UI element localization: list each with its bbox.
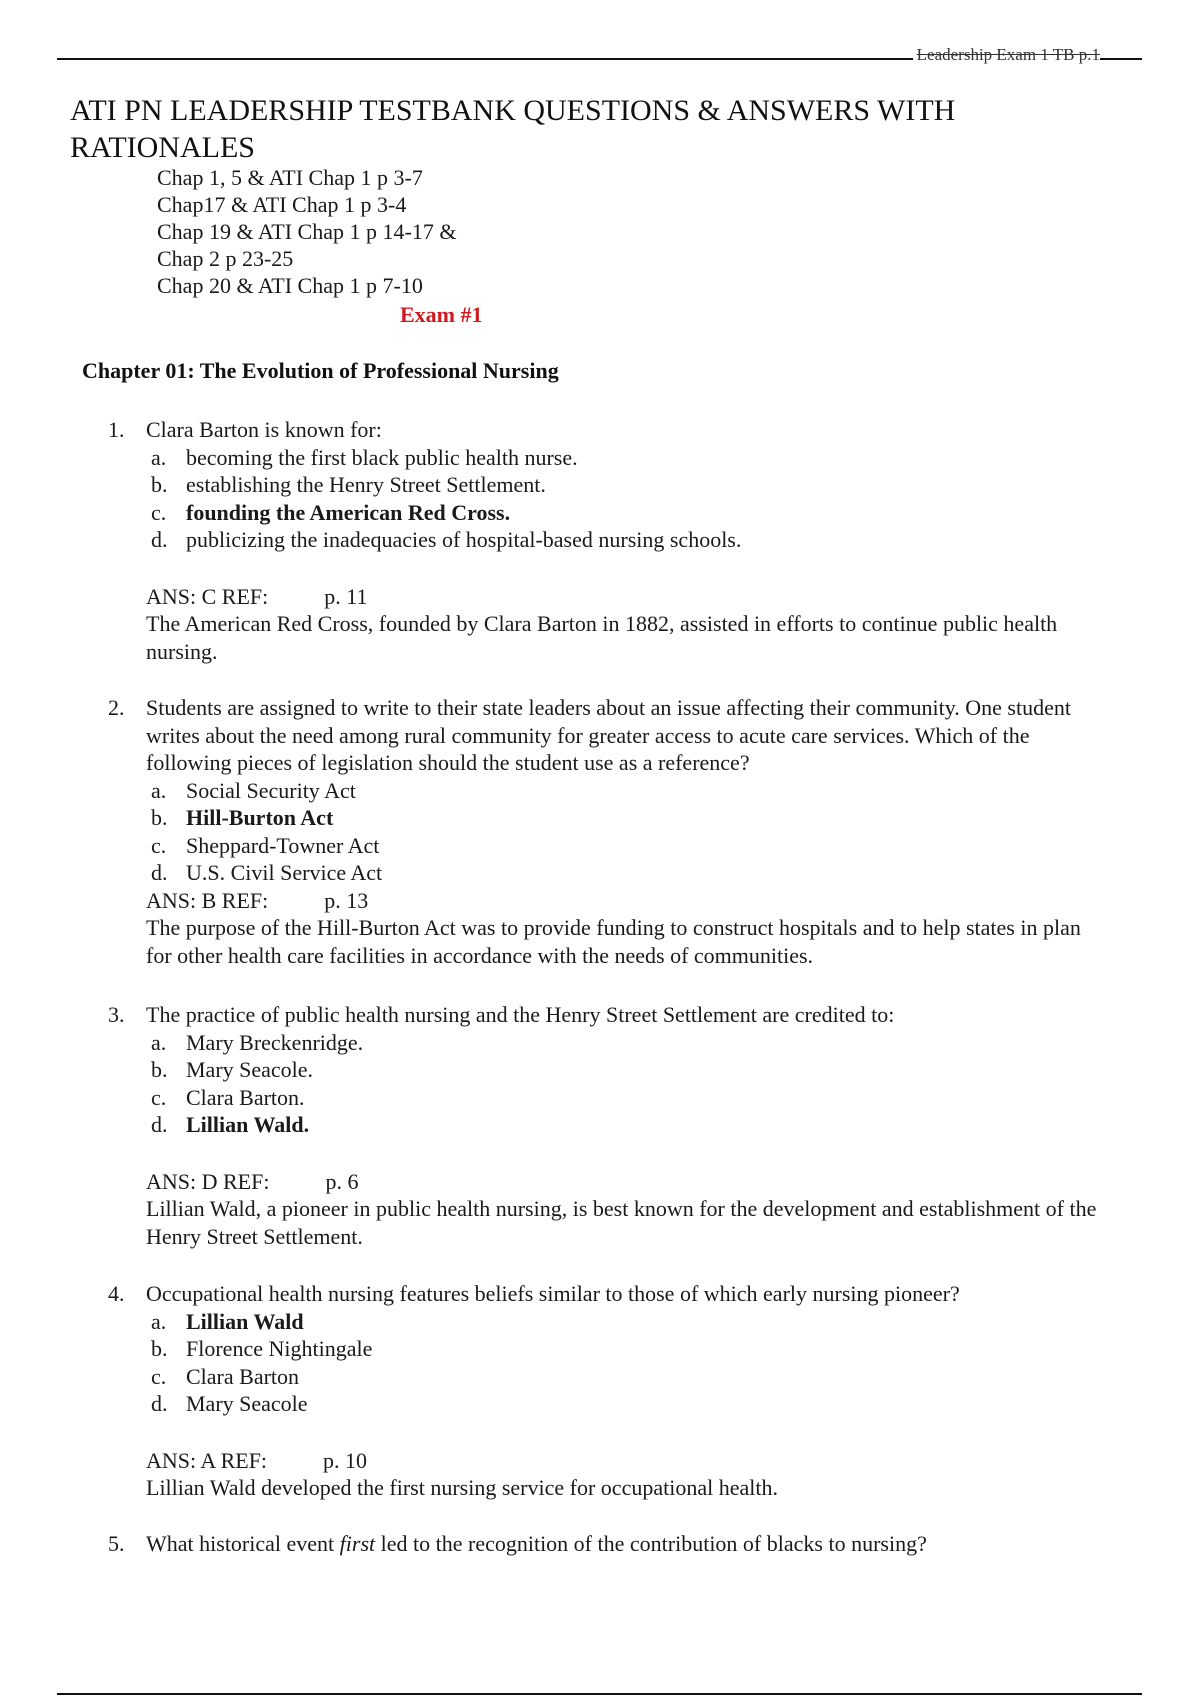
question-number: 3. (108, 1002, 125, 1027)
answer-block (108, 583, 1108, 666)
option-text: becoming the first black public health nurse. (186, 444, 578, 470)
option-letter: b. (151, 1057, 168, 1082)
option-letter: a. (151, 777, 167, 803)
answer-block (108, 1168, 1108, 1251)
question-3 (108, 1001, 1108, 1250)
chapter-ref: Chap 2 p 23-25 (157, 246, 294, 271)
option-letter: a. (151, 1029, 167, 1055)
option-letter: c. (151, 499, 167, 525)
running-head: Leadership Exam 1 TB p.1 (913, 45, 1100, 65)
option-letter: b. (151, 472, 168, 497)
answer-block (108, 1447, 1108, 1502)
answer-option-c (108, 1084, 1108, 1112)
chapter-ref: Chap17 & ATI Chap 1 p 3-4 (157, 192, 407, 217)
answer-option-a (108, 444, 1108, 472)
question-2 (108, 694, 1108, 969)
answer-option-a-correct (108, 1308, 1108, 1336)
answer-option-c (108, 1363, 1108, 1391)
question-number: 1. (108, 417, 125, 442)
option-letter: b. (151, 805, 168, 830)
option-text: establishing the Henry Street Settlement. (186, 472, 546, 497)
reference-page: p. 10 (323, 1447, 368, 1473)
option-letter: b. (151, 1336, 168, 1361)
option-text: founding the American Red Cross. (186, 499, 511, 525)
rationale: Lillian Wald, a pioneer in public health nursing, is best known for the development and establishment of the Henry Street Settlement. (146, 1196, 1097, 1249)
document-title: ATI PN LEADERSHIP TESTBANK QUESTIONS & ANSWERS WITH RATIONALES (70, 94, 956, 164)
question-stem (108, 694, 1108, 777)
answer-key: ANS: A REF: (146, 1447, 268, 1473)
question-number: 2. (108, 695, 125, 720)
reference-page: p. 6 (325, 1168, 359, 1194)
answer-option-a (108, 777, 1108, 805)
answer-option-d (108, 859, 1108, 887)
rationale: The American Red Cross, founded by Clara Barton in 1882, assisted in efforts to continue public health nursing. (146, 611, 1058, 664)
question-number: 4. (108, 1281, 125, 1306)
question-1 (108, 416, 1108, 665)
option-text: Social Security Act (186, 777, 356, 803)
answer-option-b (108, 1056, 1108, 1084)
answer-option-d (108, 526, 1108, 554)
option-letter: a. (151, 444, 167, 470)
rationale: The purpose of the Hill-Burton Act was to provide funding to construct hospitals and to help states in plan for other health care facilities in accordance with the needs of communities. (146, 915, 1081, 968)
option-text: publicizing the inadequacies of hospital-based nursing schools. (186, 527, 742, 552)
question-text: Students are assigned to write to their state leaders about an issue affecting their community. One student writes about the need among rural community for greater access to acute care services. Which of the following pieces of legislation should the student use as a reference? (146, 695, 1071, 775)
question-text: The practice of public health nursing and the Henry Street Settlement are credited to: (146, 1002, 895, 1027)
question-text: Occupational health nursing features beliefs similar to those of which early nursing pioneer? (146, 1281, 960, 1306)
reference-page: p. 11 (324, 583, 368, 609)
question-stem (108, 1001, 1108, 1029)
answer-option-c (108, 832, 1108, 860)
option-letter: d. (151, 1391, 168, 1416)
stem-emphasis: first (339, 1531, 376, 1556)
question-5 (108, 1530, 1108, 1558)
question-4 (108, 1280, 1108, 1502)
answer-option-d-correct (108, 1111, 1108, 1139)
question-stem (108, 1530, 1108, 1558)
answer-key: ANS: D REF: (146, 1168, 270, 1194)
stem-part: led to the recognition of the contribution of blacks to nursing? (375, 1531, 927, 1556)
question-number: 5. (108, 1531, 125, 1556)
option-letter: c. (151, 832, 167, 858)
answer-key: ANS: B REF: (146, 887, 269, 913)
option-letter: d. (151, 527, 168, 552)
question-stem (108, 416, 1108, 444)
stem-part: What historical event (146, 1531, 340, 1556)
answer-option-b (108, 1335, 1108, 1363)
chapter-ref: Chap 20 & ATI Chap 1 p 7-10 (157, 273, 423, 298)
chapter-heading: Chapter 01: The Evolution of Professional Nursing (82, 358, 559, 383)
rationale: Lillian Wald developed the first nursing service for occupational health. (146, 1475, 778, 1500)
option-text: Lillian Wald. (186, 1112, 310, 1137)
exam-label: Exam #1 (400, 302, 483, 327)
answer-option-b (108, 471, 1108, 499)
chapter-ref: Chap 1, 5 & ATI Chap 1 p 3-7 (157, 165, 423, 190)
question-text: Clara Barton is known for: (146, 417, 382, 442)
option-text: Lillian Wald (186, 1308, 304, 1334)
option-letter: d. (151, 1112, 168, 1137)
answer-option-b-correct (108, 804, 1108, 832)
answer-option-d (108, 1390, 1108, 1418)
option-text: Mary Breckenridge. (186, 1029, 364, 1055)
question-text (146, 1530, 1108, 1558)
option-letter: c. (151, 1084, 167, 1110)
option-text: Sheppard-Towner Act (186, 832, 380, 858)
option-text: Mary Seacole. (186, 1057, 314, 1082)
chapter-ref: Chap 19 & ATI Chap 1 p 14-17 & (157, 219, 457, 244)
option-text: Hill-Burton Act (186, 805, 334, 830)
option-letter: d. (151, 860, 168, 885)
option-text: Clara Barton. (186, 1084, 305, 1110)
answer-option-a (108, 1029, 1108, 1057)
option-letter: c. (151, 1363, 167, 1389)
reference-page: p. 13 (324, 887, 369, 913)
option-text: U.S. Civil Service Act (186, 860, 383, 885)
answer-option-c-correct (108, 499, 1108, 527)
answer-key: ANS: C REF: (146, 583, 269, 609)
answer-block (108, 887, 1108, 970)
option-letter: a. (151, 1308, 167, 1334)
option-text: Clara Barton (186, 1363, 300, 1389)
option-text: Florence Nightingale (186, 1336, 373, 1361)
footer-rule (57, 1693, 1142, 1695)
chapter-reference-list (157, 164, 456, 299)
option-text: Mary Seacole (186, 1391, 308, 1416)
question-stem (108, 1280, 1108, 1308)
